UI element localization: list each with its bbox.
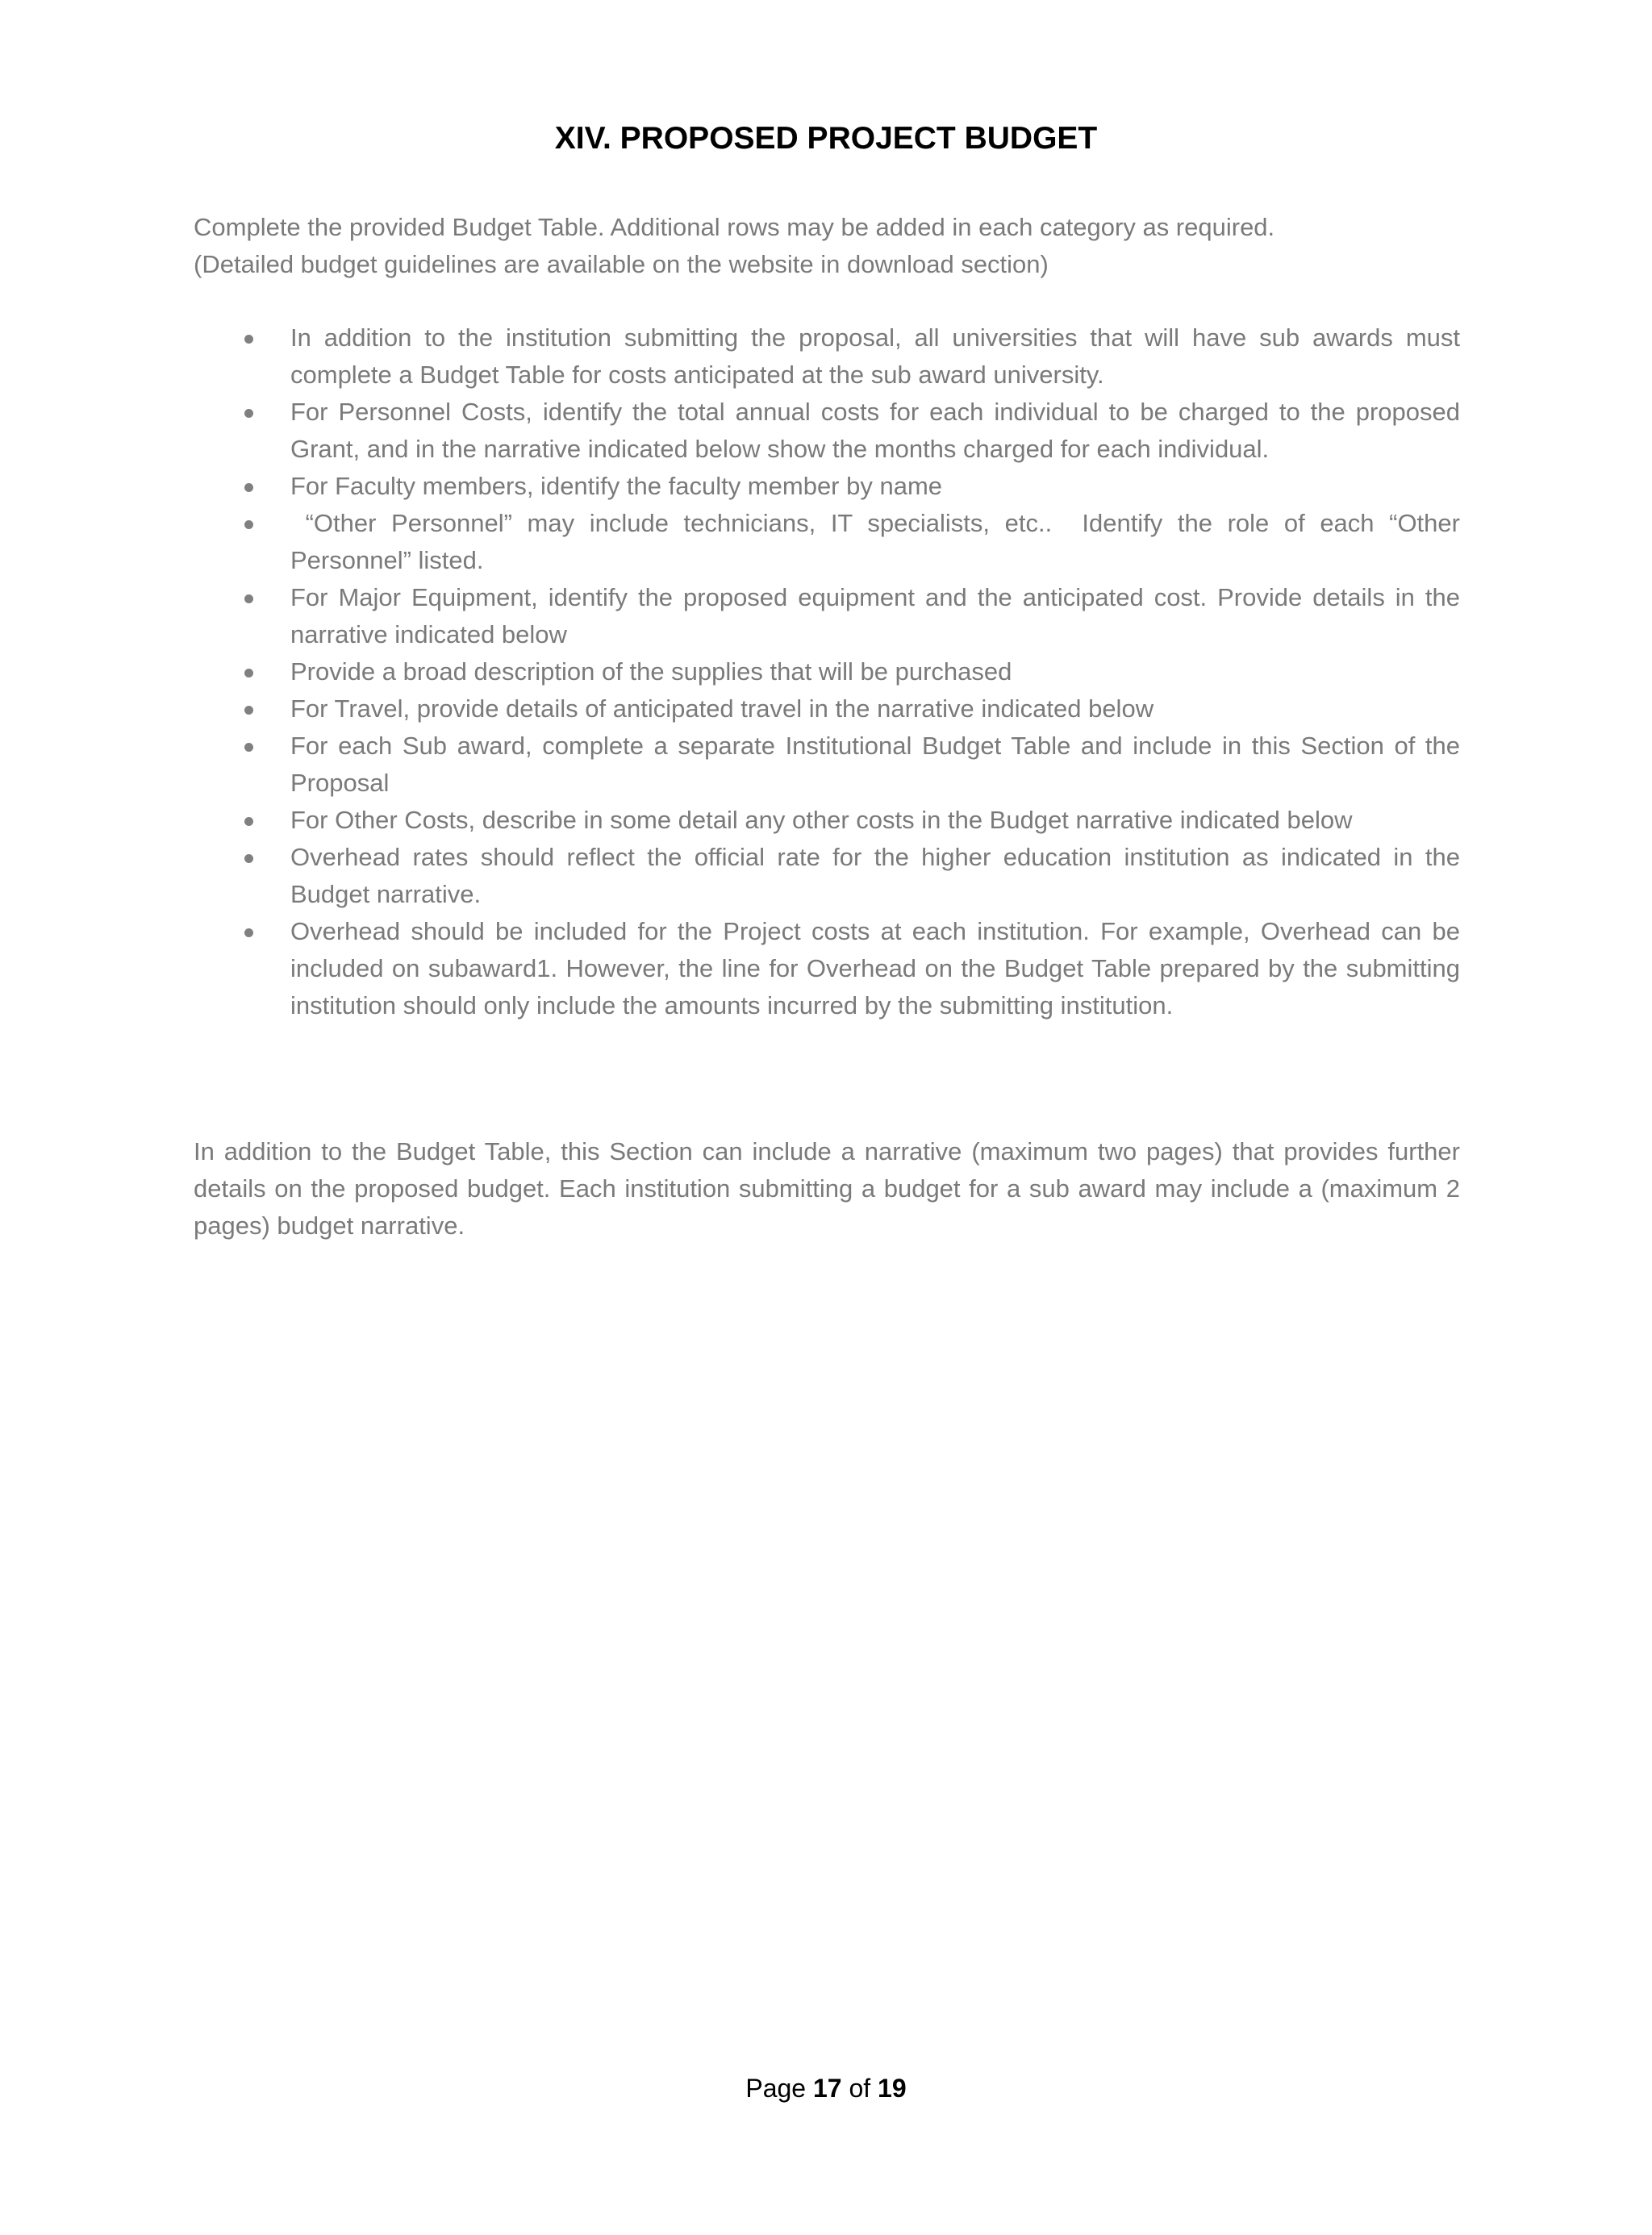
- list-item-text: For Faculty members, identify the faculty member by name: [290, 472, 943, 500]
- guidelines-list: [194, 319, 1467, 1024]
- page-title: XIV. PROPOSED PROJECT BUDGET: [554, 121, 1098, 156]
- list-item: [194, 505, 1467, 579]
- list-item: [194, 579, 1460, 653]
- list-item: [194, 319, 1460, 394]
- page-current: 17: [812, 2074, 842, 2103]
- page-total: 19: [878, 2074, 907, 2103]
- of-label: of: [849, 2074, 871, 2103]
- list-item: [194, 394, 1460, 468]
- list-item-text: Provide a broad description of the supplies that will be purchased: [290, 657, 1012, 686]
- closing-paragraph: In addition to the Budget Table, this Section can include a narrative (maximum two pages) that provides further details on the proposed budget. Each institution submitting a budget for a sub award may include a (maximum 2 pages) budget narrative.: [194, 1137, 1460, 1240]
- list-item-text: For Major Equipment, identify the proposed equipment and the anticipated cost. Provide details in the narrative indicated below: [290, 583, 1460, 648]
- list-item-text: For each Sub award, complete a separate Institutional Budget Table and include in this Section of the Proposal: [290, 732, 1460, 797]
- list-item: [194, 653, 1460, 690]
- bullet-icon: [244, 409, 253, 418]
- list-item: [194, 728, 1460, 802]
- list-item: [194, 839, 1460, 913]
- bullet-icon: [244, 335, 253, 344]
- list-item-text: In addition to the institution submitting the proposal, all universities that will have sub awards must complete a Budget Table for costs anticipated at the sub award university.: [290, 323, 1460, 389]
- page-footer: [0, 2070, 1652, 2106]
- bullet-icon: [244, 594, 253, 603]
- list-item: [194, 468, 1460, 505]
- list-item-text: For Other Costs, describe in some detail any other costs in the Budget narrative indicated below: [290, 806, 1353, 834]
- list-item: [194, 802, 1460, 839]
- bullet-icon: [244, 520, 253, 529]
- list-item-text: For Personnel Costs, identify the total annual costs for each individual to be charged to the proposed Grant, and in the narrative indicated below show the months charged for each individual.: [290, 398, 1460, 463]
- intro-line: (Detailed budget guidelines are available on the website in download section): [194, 250, 1049, 278]
- list-item: [194, 690, 1460, 728]
- list-item-text: Overhead rates should reflect the official rate for the higher education institution as indicated in the Budget narrative.: [290, 843, 1460, 908]
- page-label: Page: [745, 2074, 807, 2103]
- bullet-icon: [244, 706, 253, 715]
- intro-paragraph: [194, 209, 1460, 283]
- list-item-text: For Travel, provide details of anticipated travel in the narrative indicated below: [290, 694, 1154, 723]
- bullet-icon: [244, 483, 253, 492]
- bullet-icon: [244, 743, 253, 752]
- bullet-icon: [244, 817, 253, 826]
- intro-line: Complete the provided Budget Table. Additional rows may be added in each category as required.: [194, 213, 1275, 241]
- list-item: [194, 913, 1460, 1024]
- list-item-text: “Other Personnel” may include technicians, IT specialists, etc.. Identify the role of each “Other Personnel” listed.: [290, 509, 1467, 574]
- bullet-icon: [244, 669, 253, 678]
- bullet-icon: [244, 928, 253, 937]
- bullet-icon: [244, 854, 253, 863]
- list-item-text: Overhead should be included for the Project costs at each institution. For example, Overhead can be included on subaward1. However, the line for Overhead on the Budget Table prepared by the submitting institution should only include the amounts incurred by the submitting institution.: [290, 917, 1460, 1020]
